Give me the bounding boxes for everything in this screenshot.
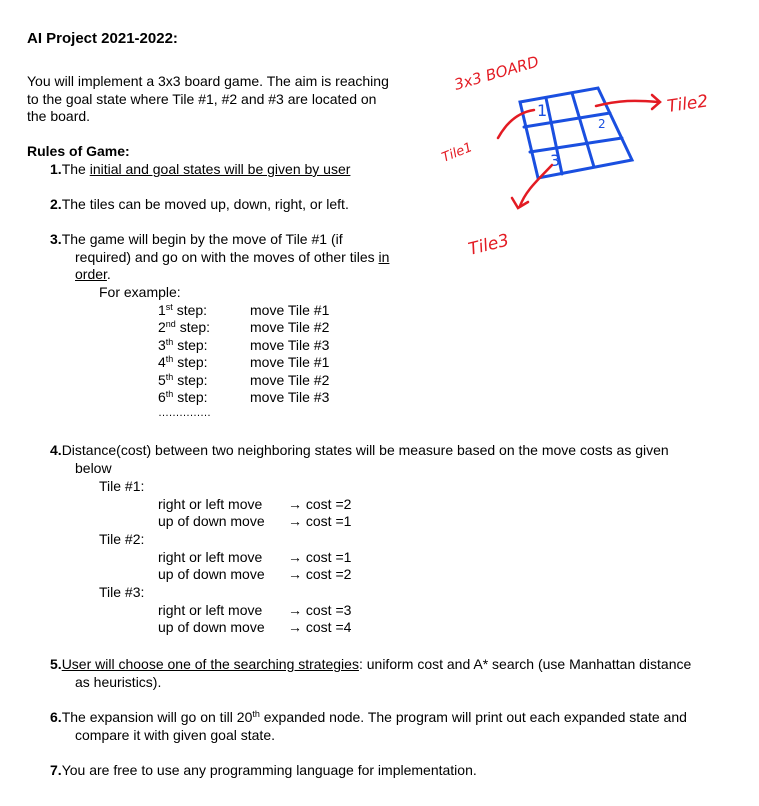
rule-2 xyxy=(50,196,349,213)
cost-move-type: right or left move xyxy=(158,602,263,618)
cost-value: → cost =1 xyxy=(288,513,352,529)
cost-value: → cost =3 xyxy=(288,602,352,618)
rule-underlined-text: initial and goal states will be given by user xyxy=(89,161,351,177)
intro-line-3: the board. xyxy=(27,108,91,124)
rule-text: : uniform cost and A* search (use Manhattan distance xyxy=(358,656,692,672)
cost-tile-label: Tile #2: xyxy=(99,531,145,547)
step-move: move Tile #3 xyxy=(250,389,330,405)
rule-text: expanded node. The program will print out each expanded state and xyxy=(259,709,687,725)
rule-1 xyxy=(50,161,350,178)
rule-7 xyxy=(50,762,477,779)
board-cell-1: 1 xyxy=(537,101,548,120)
step-label: 5th step: xyxy=(158,372,208,388)
rule-text: The expansion will go on till 20 xyxy=(61,709,253,725)
rule-text: You are free to use any programming language for implementation. xyxy=(61,762,477,778)
cost-value: → cost =1 xyxy=(288,549,352,565)
intro-line-1: You will implement a 3x3 board game. The aim is reaching xyxy=(27,73,389,89)
cost-move-type: up of down move xyxy=(158,513,265,529)
rule-3-line-2 xyxy=(75,249,389,266)
rule-4-line-2: below xyxy=(75,460,112,476)
rule-6-line-2: compare it with given goal state. xyxy=(75,727,275,743)
tile1-label: Tile1 xyxy=(439,140,475,166)
cost-value: → cost =2 xyxy=(288,496,352,512)
step-label: 6th step: xyxy=(158,389,208,405)
step-label: 4th step: xyxy=(158,354,208,370)
intro-line-2: to the goal state where Tile #1, #2 and #3 are located on xyxy=(27,91,377,107)
rule-5-line-2: as heuristics). xyxy=(75,674,162,690)
cost-tile-label: Tile #1: xyxy=(99,478,145,494)
rule-4 xyxy=(50,442,669,459)
rule-underlined-text: in xyxy=(378,249,390,265)
board-cell-3: 3 xyxy=(550,151,561,170)
rule-text: Distance(cost) between two neighboring states will be measure based on the move costs as given xyxy=(61,442,669,458)
rules-heading: Rules of Game: xyxy=(27,143,130,159)
rule-number: 5. xyxy=(50,656,62,672)
board-label: 3x3 BOARD xyxy=(452,52,541,94)
page-title: AI Project 2021-2022: xyxy=(27,30,178,47)
rule-number: 3. xyxy=(50,231,62,247)
step-move: move Tile #1 xyxy=(250,354,330,370)
cost-move-type: up of down move xyxy=(158,619,265,635)
board-row-line xyxy=(530,138,622,152)
ellipsis-dots: …………… xyxy=(158,407,211,419)
board-cell-2: 2 xyxy=(598,117,606,131)
tile2-label: Tile2 xyxy=(665,91,710,117)
rule-6 xyxy=(50,709,687,726)
cost-value: → cost =4 xyxy=(288,619,352,635)
rule-underlined-text: User will choose one of the searching strategies xyxy=(61,656,359,672)
step-label: 2nd step: xyxy=(158,319,211,335)
rule-underlined-text: order xyxy=(75,266,107,282)
step-move: move Tile #2 xyxy=(250,372,330,388)
tile3-label: Tile3 xyxy=(466,230,512,260)
rule-5 xyxy=(50,656,691,673)
example-label: For example: xyxy=(99,284,181,300)
cost-move-type: right or left move xyxy=(158,496,263,512)
step-label: 1st step: xyxy=(158,302,208,318)
rule-number: 4. xyxy=(50,442,62,458)
step-label: 3th step: xyxy=(158,337,208,353)
superscript: th xyxy=(252,709,260,719)
step-move: move Tile #3 xyxy=(250,337,330,353)
rule-text: The tiles can be moved up, down, right, or left. xyxy=(61,196,349,212)
step-move: move Tile #1 xyxy=(250,302,330,318)
rule-text: The game will begin by the move of Tile #1 (if xyxy=(61,231,343,247)
rule-3 xyxy=(50,231,343,248)
rule-text: . xyxy=(106,266,111,282)
rule-number: 7. xyxy=(50,762,62,778)
rule-3-line-3 xyxy=(75,266,111,283)
rule-number: 2. xyxy=(50,196,62,212)
cost-move-type: right or left move xyxy=(158,549,263,565)
rule-text: The xyxy=(61,161,90,177)
board-col-line xyxy=(572,93,594,167)
cost-move-type: up of down move xyxy=(158,566,265,582)
rule-number: 6. xyxy=(50,709,62,725)
cost-tile-label: Tile #3: xyxy=(99,584,145,600)
board-sketch-annotation xyxy=(420,40,750,270)
rule-text: required) and go on with the moves of other tiles xyxy=(75,249,379,265)
rule-number: 1. xyxy=(50,161,62,177)
cost-value: → cost =2 xyxy=(288,566,352,582)
step-move: move Tile #2 xyxy=(250,319,330,335)
